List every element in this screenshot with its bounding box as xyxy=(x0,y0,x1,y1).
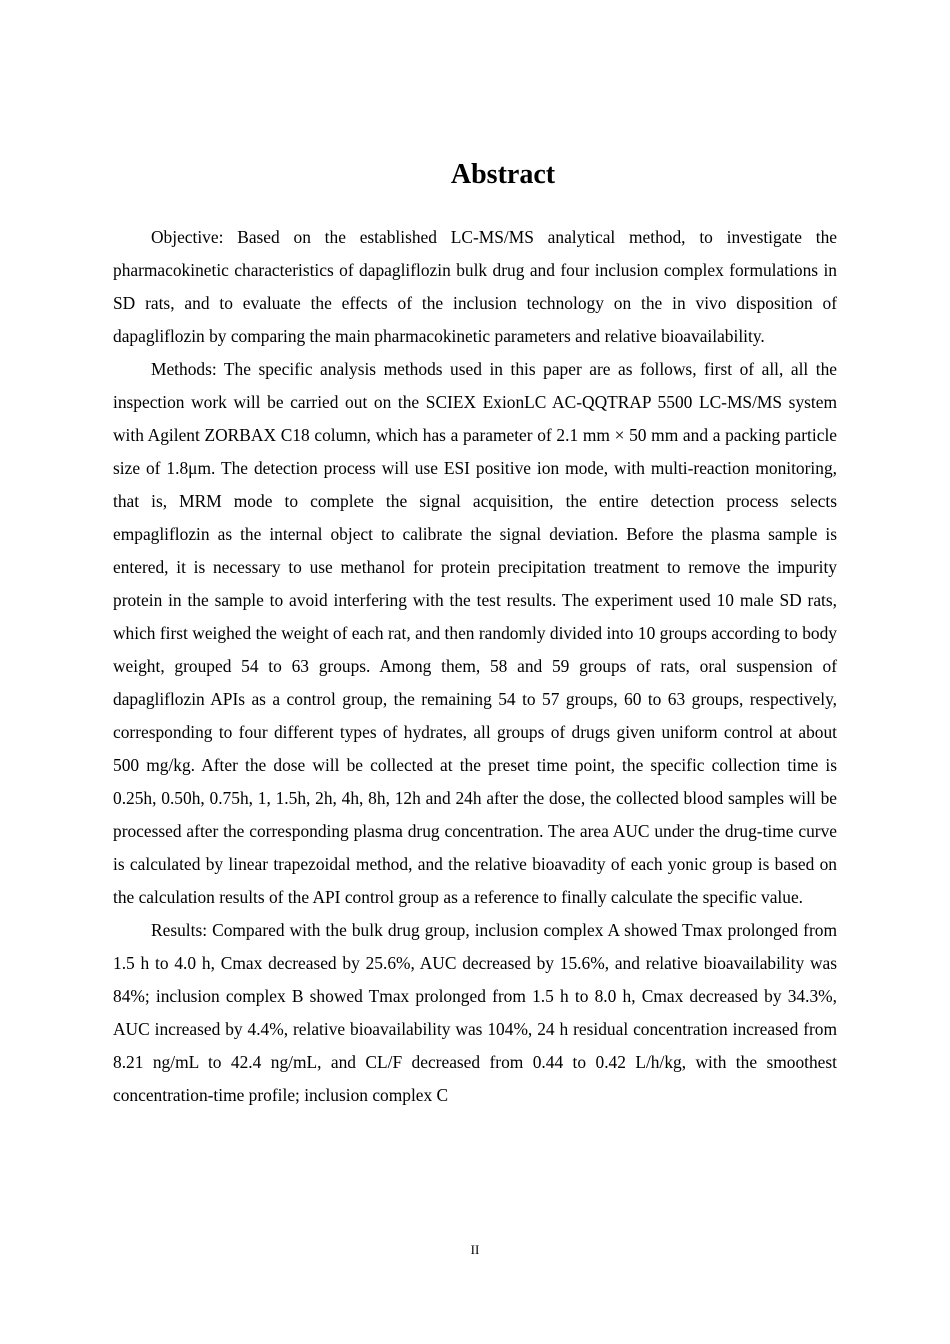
objective-paragraph: Objective: Based on the established LC-MS/MS analytical method, to investigate the pharmacokinetic characteristics of dapagliflozin bulk drug and four inclusion complex formulations in SD rats, and to evaluate the effects of the inclusion technology on the in vivo disposition of dapagliflozin by comparing the main pharmacokinetic parameters and relative bioavailability. xyxy=(113,227,837,346)
results-paragraph: Results: Compared with the bulk drug group, inclusion complex A showed Tmax prolonged from 1.5 h to 4.0 h, Cmax decreased by 25.6%, AUC decreased by 15.6%, and relative bioavailability was 84%; inclusion complex B showed Tmax prolonged from 1.5 h to 8.0 h, Cmax decreased by 34.3%, AUC increased by 4.4%, relative bioavailability was 104%, 24 h residual concentration increased from 8.21 ng/mL to 42.4 ng/mL, and CL/F decreased from 0.44 to 0.42 L/h/kg, with the smoothest concentration-time profile; inclusion complex C xyxy=(113,920,837,1105)
methods-paragraph: Methods: The specific analysis methods used in this paper are as follows, first of all, all the inspection work will be carried out on the SCIEX ExionLC AC-QQTRAP 5500 LC-MS/MS system with Agilent ZORBAX C18 column, which has a parameter of 2.1 mm × 50 mm and a packing particle size of 1.8μm. The detection process will use ESI positive ion mode, with multi-reaction monitoring, that is, MRM mode to complete the signal acquisition, the entire detection process selects empagliflozin as the internal object to calibrate the signal deviation. Before the plasma sample is entered, it is necessary to use methanol for protein precipitation treatment to remove the impurity protein in the sample to avoid interfering with the test results. The experiment used 10 male SD rats, which first weighed the weight of each rat, and then randomly divided into 10 groups according to body weight, grouped 54 to 63 groups. Among them, 58 and 59 groups of rats, oral suspension of dapagliflozin APIs as a control group, the remaining 54 to 57 groups, 60 to 63 groups, respectively, corresponding to four different types of hydrates, all groups of drugs given uniform control at about 500 mg/kg. After the dose will be collected at the preset time point, the specific collection time is 0.25h, 0.50h, 0.75h, 1, 1.5h, 2h, 4h, 8h, 12h and 24h after the dose, the collected blood samples will be processed after the corresponding plasma drug concentration. The area AUC under the drug-time curve is calculated by linear trapezoidal method, and the relative bioavadity of each yonic group is based on the calculation results of the API control group as a reference to finally calculate the specific value. xyxy=(113,359,837,907)
abstract-title: Abstract xyxy=(450,159,556,190)
page-number: II xyxy=(470,1242,480,1257)
abstract-body xyxy=(113,221,837,1112)
